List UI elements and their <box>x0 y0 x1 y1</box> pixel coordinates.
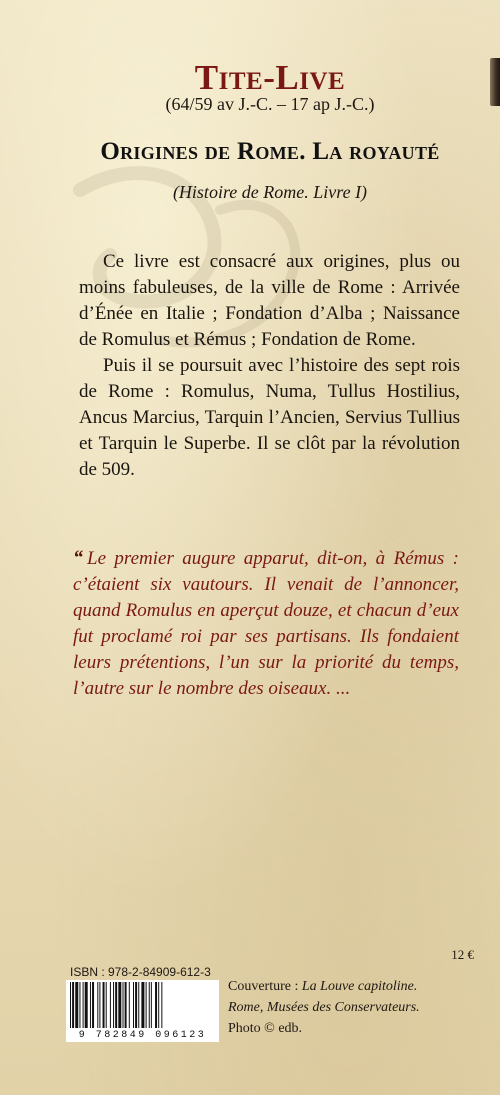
book-subtitle: (Histoire de Rome. Livre I) <box>172 182 368 202</box>
barcode-bar <box>133 982 134 1028</box>
barcode-bar <box>141 982 144 1028</box>
barcode-bar <box>110 982 111 1028</box>
barcode-bar <box>106 982 107 1028</box>
credit-photo: Photo © edb. <box>228 1021 303 1036</box>
credit-label: Couverture : <box>228 979 302 994</box>
barcode-bar <box>75 982 78 1028</box>
barcode-bar <box>103 982 105 1028</box>
barcode <box>66 980 219 1042</box>
barcode-bar <box>70 982 71 1028</box>
barcode-bars <box>66 980 219 1030</box>
barcode-bar <box>118 982 121 1028</box>
book-description <box>79 249 460 483</box>
barcode-bar <box>129 982 130 1028</box>
barcode-bar <box>99 982 100 1028</box>
barcode-bar <box>149 982 150 1028</box>
barcode-bar <box>83 982 84 1028</box>
credit-location: Rome, Musées des Conservateurs. <box>228 1000 420 1015</box>
barcode-bar <box>97 982 98 1028</box>
barcode-bar <box>135 982 137 1028</box>
barcode-bar <box>92 982 94 1028</box>
quote-mark-icon: “ <box>73 547 81 569</box>
barcode-digits: 9 782849 096123 <box>66 1029 219 1042</box>
excerpt-quote <box>73 545 459 702</box>
barcode-bar <box>151 982 152 1028</box>
barcode-bar <box>72 982 74 1028</box>
barcode-bar <box>161 982 162 1028</box>
barcode-bar <box>125 982 127 1028</box>
barcode-bar <box>138 982 139 1028</box>
barcode-bar <box>158 982 159 1028</box>
barcode-bar <box>146 982 147 1028</box>
description-paragraph: Ce livre est consacré aux origines, plus ou moins fabuleuses, de la ville de Rome : Arrivée d’Énée en Italie ; Fondation d’Alba ; Naissance de Romulus et Rémus ; Fondation de Rome. <box>79 251 460 350</box>
credit-artwork: La Louve capitoline. <box>301 979 418 994</box>
barcode-bar <box>113 982 114 1028</box>
barcode-bar <box>155 982 157 1028</box>
book-title: Origines de Rome. La royauté <box>100 138 440 165</box>
barcode-bar <box>123 982 124 1028</box>
description-paragraph: Puis il se poursuit avec l’histoire des sept rois de Rome : Romulus, Numa, Tullus Hostilius, Ancus Marcius, Tarquin l’Ancien, Servius Tullius et Tarquin le Superbe. Il se clôt par la révolution de 509. <box>79 355 460 480</box>
barcode-bar <box>115 982 117 1028</box>
barcode-bar <box>79 982 80 1028</box>
price: 12 € <box>451 947 474 962</box>
author-dates: (64/59 av J.-C. – 17 ap J.-C.) <box>165 94 375 114</box>
barcode-bar <box>85 982 88 1028</box>
cover-credit <box>228 976 468 1039</box>
barcode-bar <box>90 982 91 1028</box>
author-name: Tite-Live <box>194 58 346 97</box>
isbn-label: ISBN : 978-2-84909-612-3 <box>70 965 211 979</box>
quote-text: Le premier augure apparut, dit-on, à Rémus : c’étaient six vautours. Il venait de l’annoncer, quand Romulus en aperçut douze, et chacun d’eux fut proclamé roi par ses partisans. Ils fondaient leurs prétentions, l’un sur la priorité du temps, l’autre sur le nombre des oiseaux. ... <box>73 548 459 699</box>
